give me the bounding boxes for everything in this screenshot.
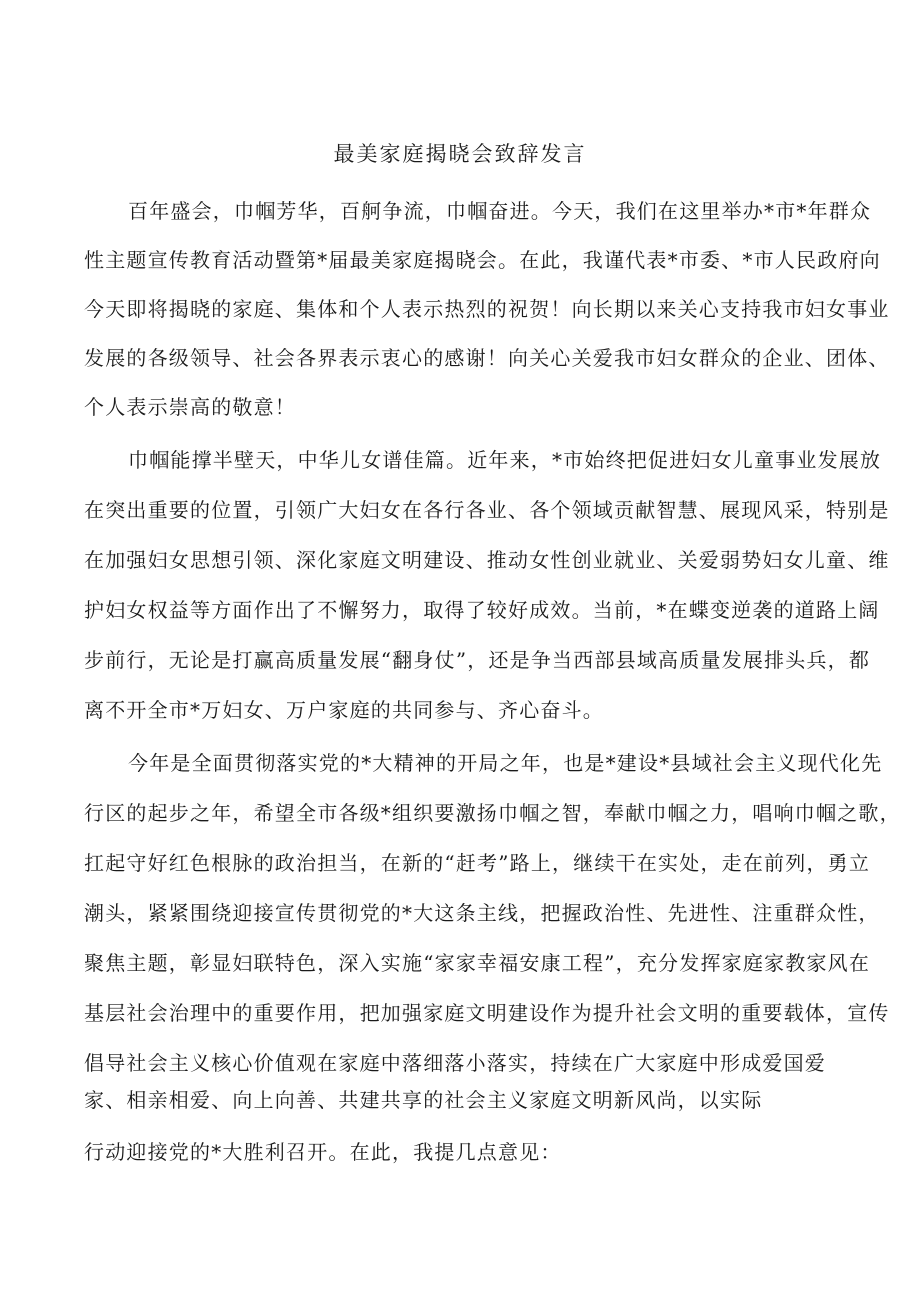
paragraph-3-line-7: 倡导社会主义核心价值观在家庭中落细落小落实，持续在广大家庭中形成爱国爱 (84, 1051, 826, 1075)
paragraph-3-line-1: 今年是全面贯彻落实党的*大精神的开局之年，也是*建设*县域社会主义现代化先 (128, 751, 883, 775)
paragraph-2-line-6: 离不开全市*万妇女、万户家庭的共同参与、齐心奋斗。 (84, 698, 604, 722)
paragraph-2-line-3: 在加强妇女思想引领、深化家庭文明建设、推动女性创业就业、关爱弱势妇女儿童、维 (84, 548, 890, 572)
paragraph-3-line-3: 扛起守好红色根脉的政治担当，在新的“赶考”路上，继续干在实处，走在前列，勇立 (84, 851, 871, 875)
paragraph-1-line-1: 百年盛会，巾帼芳华，百舸争流，巾帼奋进。今天，我们在这里举办*市*年群众 (128, 199, 872, 223)
paragraph-3-line-4: 潮头，紧紧围绕迎接宣传贯彻党的*大这条主线，把握政治性、先进性、注重群众性， (84, 901, 880, 925)
paragraph-3-line-6: 基层社会治理中的重要作用，把加强家庭文明建设作为提升社会文明的重要载体，宣传 (84, 1001, 890, 1025)
paragraph-1-line-4: 发展的各级领导、社会各界表示衷心的感谢！向关心关爱我市妇女群众的企业、团体、 (84, 346, 890, 370)
paragraph-2-line-1: 巾帼能撑半壁天，中华儿女谱佳篇。近年来，*市始终把促进妇女儿童事业发展放 (128, 448, 882, 472)
paragraph-3-line-9: 行动迎接党的*大胜利召开。在此，我提几点意见： (84, 1140, 562, 1164)
paragraph-2-line-4: 护妇女权益等方面作出了不懈努力，取得了较好成效。当前，*在蝶变逆袭的道路上阔 (84, 598, 880, 622)
paragraph-1-line-3: 今天即将揭晓的家庭、集体和个人表示热烈的祝贺！向长期以来关心支持我市妇女事业 (84, 297, 890, 321)
paragraph-3-line-8: 家、相亲相爱、向上向善、共建共享的社会主义家庭文明新风尚，以实际 (84, 1088, 763, 1112)
paragraph-1-line-2: 性主题宣传教育活动暨第*届最美家庭揭晓会。在此，我谨代表*市委、*市人民政府向 (84, 248, 881, 272)
paragraph-2-line-5: 步前行，无论是打赢高质量发展“翻身仗”，还是争当西部县域高质量发展排头兵，都 (84, 648, 871, 672)
paragraph-2-line-2: 在突出重要的位置，引领广大妇女在各行各业、各个领域贡献智慧、展现风采，特别是 (84, 498, 890, 522)
document-title: 最美家庭揭晓会致辞发言 (333, 142, 587, 166)
paragraph-3-line-5: 聚焦主题，彰显妇联特色，深入实施“家家幸福安康工程”，充分发挥家庭家教家风在 (84, 951, 871, 975)
paragraph-1-line-5: 个人表示崇高的敬意！ (84, 395, 296, 419)
paragraph-3-line-2: 行区的起步之年，希望全市各级*组织要激扬巾帼之智，奉献巾帼之力，唱响巾帼之歌， (84, 801, 901, 825)
